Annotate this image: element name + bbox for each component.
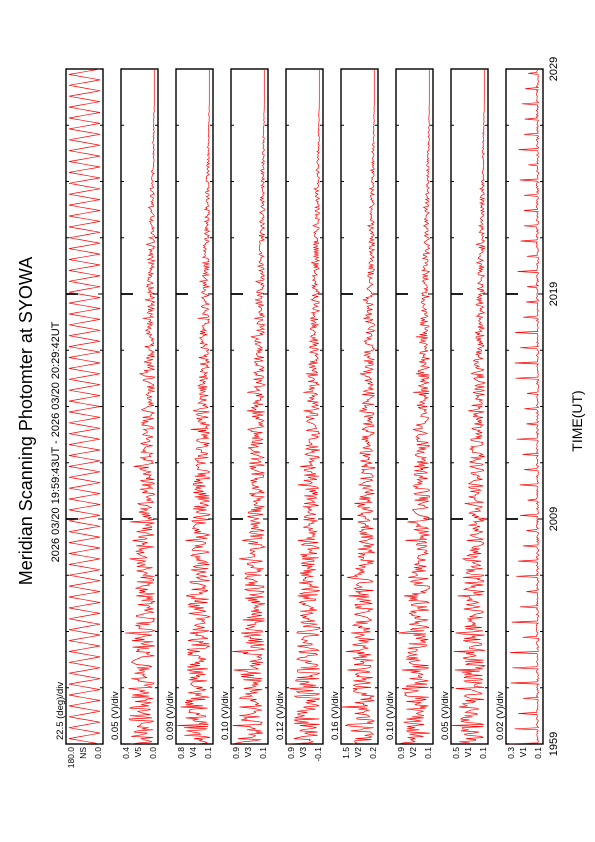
panel-y-label: 0.0: [148, 747, 158, 759]
panel-scale-label: 0.16 (V)/div: [330, 691, 341, 740]
x-tick-label: 1959: [548, 731, 560, 757]
panel-frame: [66, 69, 103, 744]
panel-scale-label: 22.5 (deg)/div: [55, 681, 66, 740]
panel-scale-label: 0.12 (V)/div: [275, 691, 286, 740]
panel-p2: [165, 69, 213, 759]
panel-y-label: 0.5: [451, 747, 461, 759]
panel-y-label: V1: [463, 747, 473, 758]
x-tick-label: 2009: [548, 506, 560, 532]
panel-p1: [110, 69, 158, 759]
panel-y-label: 0.4: [121, 747, 131, 759]
time-range-label: 2026 03/20 19:59:43UT - 2026 03/20 20:29:42UT: [50, 321, 62, 563]
panel-y-label: V3: [298, 747, 308, 758]
series-line: [69, 69, 100, 744]
x-tick-label: 2029: [548, 56, 560, 82]
panel-y-label: 0.1: [258, 747, 268, 759]
panel-p0: [55, 69, 103, 768]
series-line: [125, 69, 155, 744]
panel-p6: [385, 69, 433, 759]
panel-p5: [330, 69, 378, 759]
panel-y-label: 0.9: [286, 747, 296, 759]
panel-p7: [440, 69, 488, 759]
panel-scale-label: 0.05 (V)/div: [110, 691, 121, 740]
panel-p4: [275, 69, 323, 762]
panel-y-label: V4: [188, 747, 198, 758]
panel-y-label: V5: [133, 747, 143, 758]
panel-scale-label: 0.10 (V)/div: [220, 691, 231, 740]
x-tick-label: 2019: [548, 281, 560, 307]
panel-p8: [495, 69, 543, 759]
panel-y-label: 0.8: [176, 747, 186, 759]
panel-y-label: 0.9: [231, 747, 241, 759]
panel-y-label: 0.9: [396, 747, 406, 759]
panel-y-label: -0.1: [313, 747, 323, 762]
panel-frame: [176, 69, 213, 744]
chart-title: Meridian Scanning Photomter at SYOWA: [16, 256, 36, 586]
panel-y-label: V2: [353, 747, 363, 758]
panel-y-label: 1.5: [341, 747, 351, 759]
panel-y-label: 0.3: [506, 747, 516, 759]
panel-y-label: 0.0: [93, 747, 103, 759]
panel-y-label: V2: [408, 747, 418, 758]
series-line: [397, 69, 430, 744]
panel-y-label: 0.1: [423, 747, 433, 759]
series-line: [342, 69, 375, 744]
panel-y-label: 0.1: [203, 747, 213, 759]
panel-scale-label: 0.02 (V)/div: [495, 691, 506, 740]
series-line: [509, 69, 539, 744]
series-line: [287, 69, 320, 744]
panel-y-label: V3: [243, 747, 253, 758]
panel-frame: [451, 69, 488, 744]
panel-y-label: 180.0: [66, 747, 76, 769]
panel-y-label: NS: [78, 747, 88, 759]
panel-p3: [220, 69, 268, 759]
panel-y-label: V1: [518, 747, 528, 758]
series-line: [232, 69, 265, 744]
panel-y-label: 0.1: [478, 747, 488, 759]
panel-y-label: 0.1: [533, 747, 543, 759]
x-tick-labels: [548, 57, 560, 756]
panels-group: [55, 69, 543, 768]
x-axis-label: TIME(UT): [569, 390, 585, 452]
panel-scale-label: 0.09 (V)/div: [165, 691, 176, 740]
panel-scale-label: 0.10 (V)/div: [385, 691, 396, 740]
panel-scale-label: 0.05 (V)/div: [440, 691, 451, 740]
panel-y-label: 0.2: [368, 747, 378, 759]
series-line: [452, 69, 485, 744]
series-line: [177, 69, 210, 744]
panel-frame: [341, 69, 378, 744]
